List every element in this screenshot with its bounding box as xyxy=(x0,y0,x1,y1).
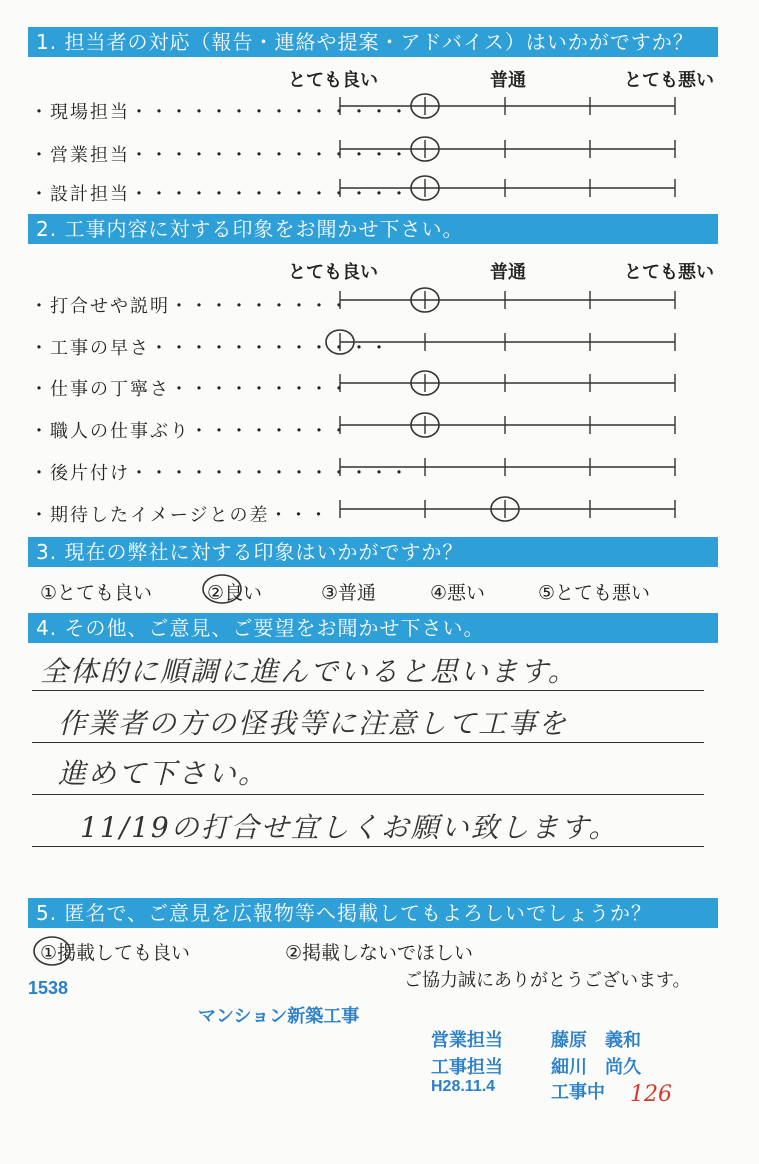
comment-line: 11/19の打合せ宜しくお願い致します。 xyxy=(80,811,619,844)
rating-scale[interactable] xyxy=(335,178,680,198)
rating-row-label: ・打合せや説明・・・・・・・・・ xyxy=(30,296,350,317)
divider xyxy=(32,690,704,691)
handwritten-number: 126 xyxy=(630,1082,672,1107)
scale-right-label: とても悪い xyxy=(624,70,714,91)
divider xyxy=(32,794,704,795)
rating-scale-svg xyxy=(335,415,680,435)
scale-left-label: とても良い xyxy=(288,262,378,283)
status-label: 工事中 xyxy=(551,1082,605,1102)
rating-scale[interactable] xyxy=(335,457,680,477)
selected-circle-icon xyxy=(30,933,80,969)
rating-row-label: ・職人の仕事ぶり・・・・・・・・ xyxy=(30,421,350,442)
divider xyxy=(32,742,704,743)
comment-line: 全体的に順調に進んでいると思います。 xyxy=(40,655,578,688)
form-id: 1538 xyxy=(28,978,69,998)
section-4-header: 4. その他、ご意見、ご要望をお聞かせ下さい。 xyxy=(28,613,718,643)
impression-option[interactable]: ③普通 xyxy=(321,582,377,604)
section-5-header: 5. 匿名で、ご意見を広報物等へ掲載してもよろしいでしょうか？ xyxy=(28,898,718,928)
rating-row-label: ・期待したイメージとの差・・・ xyxy=(30,505,330,526)
publish-option[interactable]: ②掲載しないでほしい xyxy=(285,942,474,964)
rating-row-label: ・工事の早さ・・・・・・・・・・・・ xyxy=(30,338,390,359)
rating-scale[interactable] xyxy=(335,96,680,116)
rating-scale[interactable] xyxy=(335,290,680,310)
rating-row-label: ・仕事の丁寧さ・・・・・・・・・ xyxy=(30,379,350,400)
scale-mid-label: 普通 xyxy=(490,262,526,283)
rating-scale[interactable] xyxy=(335,415,680,435)
rating-scale[interactable] xyxy=(335,373,680,393)
rating-scale-svg xyxy=(335,96,680,116)
rating-scale-svg xyxy=(335,178,680,198)
sales-name: 藤原 義和 xyxy=(551,1030,641,1050)
section-2-header: 2. 工事内容に対する印象をお聞かせ下さい。 xyxy=(28,214,718,244)
scale-mid-label: 普通 xyxy=(490,70,526,91)
rating-scale[interactable] xyxy=(335,499,680,519)
publish-option[interactable]: ①掲載しても良い xyxy=(40,942,191,964)
impression-option[interactable]: ②良い xyxy=(207,582,263,604)
rating-row-label: ・営業担当・・・・・・・・・・・・・・ xyxy=(30,145,410,166)
comment-line: 進めて下さい。 xyxy=(58,757,269,790)
rating-scale-svg xyxy=(335,332,680,352)
thanks-text: ご協力誠にありがとうございます。 xyxy=(404,970,691,991)
section-3-header: 3. 現在の弊社に対する印象はいかがですか？ xyxy=(28,537,718,567)
rating-scale-svg xyxy=(335,139,680,159)
rating-scale[interactable] xyxy=(335,139,680,159)
comment-line: 作業者の方の怪我等に注意して工事を xyxy=(58,707,569,740)
scale-left-label: とても良い xyxy=(288,70,378,91)
rating-row-label: ・現場担当・・・・・・・・・・・・・・ xyxy=(30,102,410,123)
rating-scale-svg xyxy=(335,499,680,519)
date-label: H28.11.4 xyxy=(431,1078,496,1095)
selected-circle-icon xyxy=(200,572,263,606)
work-name: 細川 尚久 xyxy=(551,1057,641,1077)
rating-scale-svg xyxy=(335,290,680,310)
rating-row-label: ・後片付け・・・・・・・・・・・・・・ xyxy=(30,463,410,484)
rating-row-label: ・設計担当・・・・・・・・・・・・・・ xyxy=(30,184,410,205)
sales-role: 営業担当 xyxy=(431,1030,503,1050)
rating-scale[interactable] xyxy=(335,332,680,352)
rating-scale-svg xyxy=(335,373,680,393)
section-1-header: 1. 担当者の対応（報告・連絡や提案・アドバイス）はいかがですか？ xyxy=(28,27,718,57)
rating-scale-svg xyxy=(335,457,680,477)
project-name: マンション新築工事 xyxy=(198,1006,360,1026)
scale-right-label: とても悪い xyxy=(624,262,714,283)
work-role: 工事担当 xyxy=(431,1057,503,1077)
impression-option[interactable]: ①とても良い xyxy=(40,582,153,604)
divider xyxy=(32,846,704,847)
impression-option[interactable]: ⑤とても悪い xyxy=(538,582,651,604)
impression-option[interactable]: ④悪い xyxy=(430,582,486,604)
